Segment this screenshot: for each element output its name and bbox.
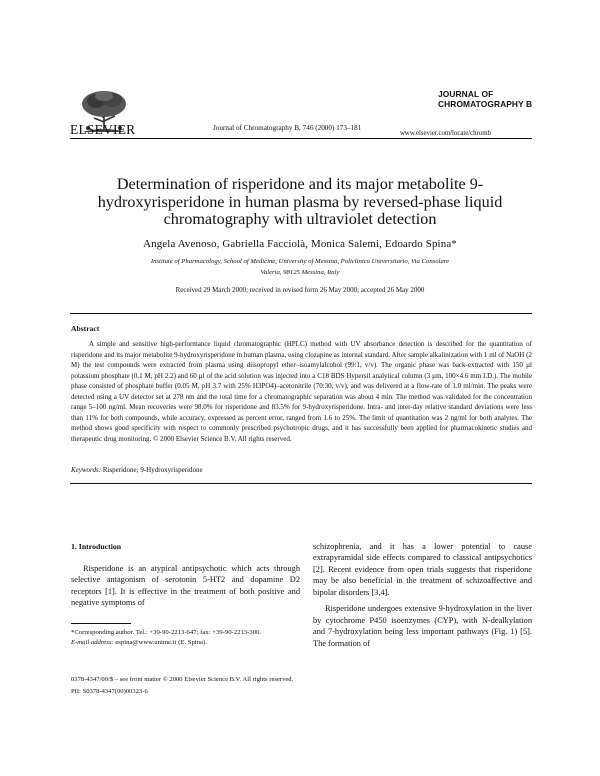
- email-address[interactable]: espina@www.unime.it (E. Spina).: [113, 638, 207, 646]
- body-column-left: [71, 563, 300, 609]
- header-divider: [70, 138, 532, 139]
- body-column-right: [313, 541, 532, 649]
- pii-identifier: PII: S0378-4347(00)00323-6: [71, 688, 148, 695]
- abstract-heading: Abstract: [71, 324, 100, 333]
- keywords-values: Risperidone; 9-Hydroxyrisperidone: [101, 466, 203, 474]
- corresponding-author-footnote: [71, 628, 300, 647]
- email-line: [71, 638, 300, 648]
- journal-name: [438, 89, 532, 109]
- corresponding-author-contact: *Corresponding author. Tel.: +39-90-2213-647; fax: +39-90-2213-300.: [71, 629, 262, 636]
- section-heading-introduction: 1. Introduction: [71, 542, 122, 551]
- journal-homepage-link[interactable]: www.elsevier.com/locate/chromb: [400, 130, 491, 137]
- journal-name-line2: CHROMATOGRAPHY B: [438, 99, 533, 109]
- journal-citation: Journal of Chromatography B, 746 (2000) 173–181: [213, 124, 362, 132]
- author-affiliation: Institute of Pharmacology, School of Medicine, University of Messina, Policlinico Universitario, Via Consolare Valeria, 98125 Messina, Italy: [150, 258, 450, 276]
- publisher-name: ELSEVIER: [70, 122, 136, 137]
- article-history-dates: Received 29 March 2000; received in revised form 26 May 2000; accepted 26 May 2000: [175, 286, 425, 294]
- intro-paragraph-1: Risperidone is an atypical antipsychotic which acts through selective antagonism of serotonin 5-HT2 and dopamine D2 receptors [1]. It is effective in the treatment of both positive and negative symptoms of: [71, 564, 300, 608]
- email-label: E-mail address:: [71, 638, 114, 646]
- intro-paragraph-1-continued: schizophrenia, and it has a lower potential to cause extrapyramidal side effects compared to classical antipsychotics [2]. Recent evidence from open trials suggests that risperidone may be also beneficial in the treatment of schizoaffective and bipolar disorders [3,4].: [313, 542, 532, 597]
- abstract-top-divider: [70, 313, 532, 314]
- keywords-bottom-divider: [70, 483, 532, 484]
- footnote-divider: [71, 623, 131, 624]
- article-title: Determination of risperidone and its major metabolite 9-hydroxyrisperidone in human plasma by reversed-phase liquid chromatography with ultraviolet detection: [97, 175, 503, 229]
- journal-name-line1: JOURNAL OF: [438, 89, 494, 99]
- copyright-notice: 0378-4347/00/$ – see front matter © 2000 Elsevier Science B.V. All rights reserved.: [71, 676, 294, 683]
- keywords-label: Keywords:: [71, 466, 102, 474]
- intro-paragraph-2: Risperidone undergoes extensive 9-hydroxylation in the liver by cytochrome P450 isoenzymes (CYP), with N-dealkylation and 7-hydroxylation being less important pathways (Fig. 1) [5]. The formation of: [313, 604, 532, 648]
- author-list: Angela Avenoso, Gabriella Facciolà, Monica Salemi, Edoardo Spina*: [143, 238, 457, 250]
- abstract-body: A simple and sensitive high-performance liquid chromatographic (HPLC) method with UV absorbance detection is described for the quantitation of risperidone and its major metabolite 9-hydroxyrisperidone in human plasma, using clozapine as internal standard. After sample alkalinization with 1 ml of NaOH (2 M) the test compounds were extracted from plasma using diisopropyl ether–isoamylalcohol (99:1, v/v). The organic phase was back-extracted with 150 µl potassium phosphate (0.1 M, pH 2.2) and 60 µl of the acid solution was injected into a C18 BDS Hypersil analytical column (3 µm, 100×4.6 mm I.D.). The mobile phase consisted of phosphate buffer (0.05 M, pH 3.7 with 25% H3PO4)–acetonitrile (70:30, v/v), and was delivered at a flow-rate of 1.0 ml/min. The peaks were detected using a UV detector set at 278 nm and the total time for a chromatographic separation was about 4 min. The method was validated for the concentration range 5–100 ng/ml. Mean recoveries were 98.0% for risperidone and 83.5% for 9-hydroxyrisperidone. Intra- and inter-day relative standard deviations were less than 11% for both compounds, while accuracy, expressed as percent error, ranged from 1.6 to 25%. The limit of quantitation was 2 ng/ml for both analytes. The method shows good specificity with respect to commonly prescribed psychotropic drugs, and it has successfully been applied for pharmacokinetic studies and therapeutic drug monitoring. © 2000 Elsevier Science B.V. All rights reserved.: [71, 340, 532, 443]
- keywords-line: [71, 466, 203, 474]
